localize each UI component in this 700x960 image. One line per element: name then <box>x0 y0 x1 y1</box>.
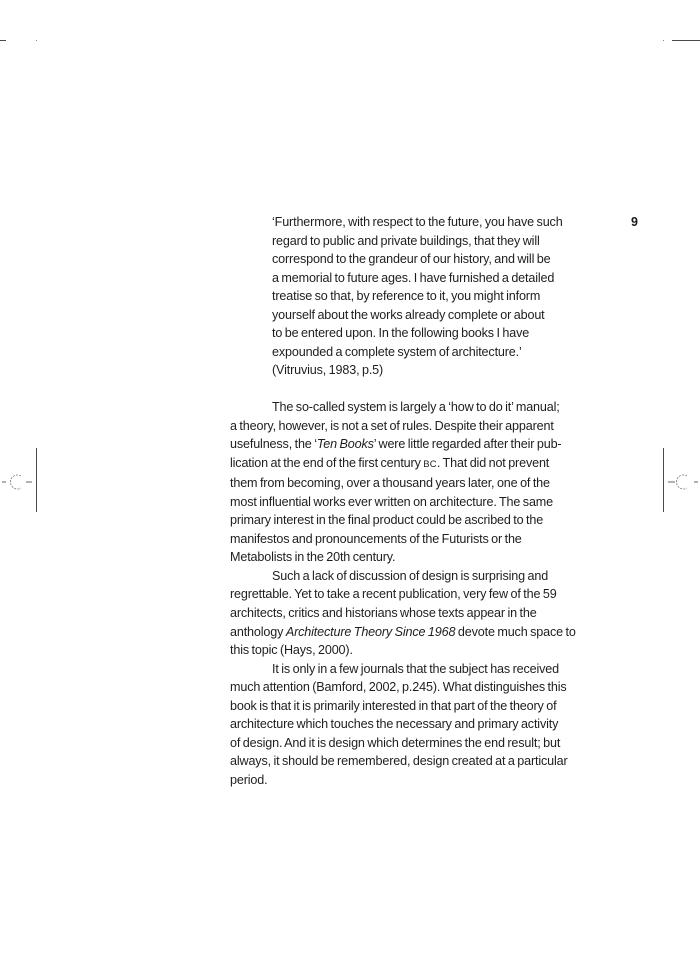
crop-mark-left-vertical <box>36 448 37 512</box>
text-line: It is only in a few journals that the subject has received <box>272 661 560 676</box>
page-number: 9 <box>631 215 638 229</box>
quote-line: ‘Furthermore, with respect to the future, you have such <box>272 215 563 229</box>
text-line: period. <box>230 772 268 787</box>
text-run: ’ were little regarded after their pub- <box>373 437 562 452</box>
text-run: usefulness, the ‘ <box>230 437 317 452</box>
paragraph-1 <box>230 398 595 567</box>
paragraph-2 <box>230 567 595 660</box>
era-smallcaps: BC <box>423 458 437 470</box>
text-line: Such a lack of discussion of design is surprising and <box>272 568 549 583</box>
text-line: a theory, however, is not a set of rules. Despite their apparent <box>230 418 554 433</box>
text-line: of design. And it is design which determines the end result; but <box>230 735 561 750</box>
crop-mark-dot-top-left <box>36 40 37 41</box>
quote-line: yourself about the works already complete or about <box>272 307 545 322</box>
block-quote <box>272 213 602 380</box>
text-line <box>230 623 595 642</box>
text-line: The so-called system is largely a ‘how to do it’ manual; <box>272 400 560 414</box>
text-line <box>230 454 595 475</box>
book-title-italic: Ten Books <box>316 437 374 452</box>
text-run: . That did not prevent <box>436 455 550 470</box>
body-text <box>230 398 595 789</box>
quote-line: regard to public and private buildings, that they will <box>272 233 540 248</box>
text-line: architecture which touches the necessary and primary activity <box>230 717 559 732</box>
quote-line: treatise so that, by reference to it, you might inform <box>272 289 541 303</box>
quote-line: to be entered upon. In the following books I have <box>272 326 530 340</box>
quote-line: correspond to the grandeur of our history, and will be <box>272 252 551 266</box>
text-line: much attention (Bamford, 2002, p.245). What distinguishes this <box>230 680 567 695</box>
book-title-italic: Architecture Theory Since 1968 <box>285 624 456 639</box>
crop-mark-dot-top-right <box>663 40 664 41</box>
paragraph-3 <box>230 660 595 790</box>
text-run: anthology <box>230 624 286 639</box>
text-line: this topic (Hays, 2000). <box>230 643 353 658</box>
crop-mark-right-vertical <box>663 448 664 512</box>
text-line: always, it should be remembered, design created at a particular <box>230 754 568 769</box>
text-line: manifestos and pronouncements of the Futurists or the <box>230 531 522 546</box>
text-line: Metabolists in the 20th century. <box>230 550 396 565</box>
crop-mark-top-left <box>0 40 6 41</box>
text-run: lication at the end of the first century <box>230 455 424 470</box>
text-line: primary interest in the final product could be ascribed to the <box>230 513 544 528</box>
text-line: them from becoming, over a thousand years later, one of the <box>230 476 550 491</box>
text-run: devote much space to <box>455 624 576 639</box>
quote-line: expounded a complete system of architecture.’ <box>272 344 522 359</box>
registration-mark-icon-left <box>2 472 32 492</box>
quote-citation: (Vitruvius, 1983, p.5) <box>272 363 384 377</box>
text-line: book is that it is primarily interested in that part of the theory of <box>230 698 557 713</box>
text-line <box>230 435 595 454</box>
text-line: regrettable. Yet to take a recent publication, very few of the 59 <box>230 587 557 602</box>
registration-mark-icon-right <box>668 472 698 492</box>
text-line: most influential works ever written on architecture. The same <box>230 494 553 509</box>
crop-mark-top-right <box>672 40 700 41</box>
quote-line: a memorial to future ages. I have furnished a detailed <box>272 270 555 285</box>
text-line: architects, critics and historians whose texts appear in the <box>230 606 537 621</box>
